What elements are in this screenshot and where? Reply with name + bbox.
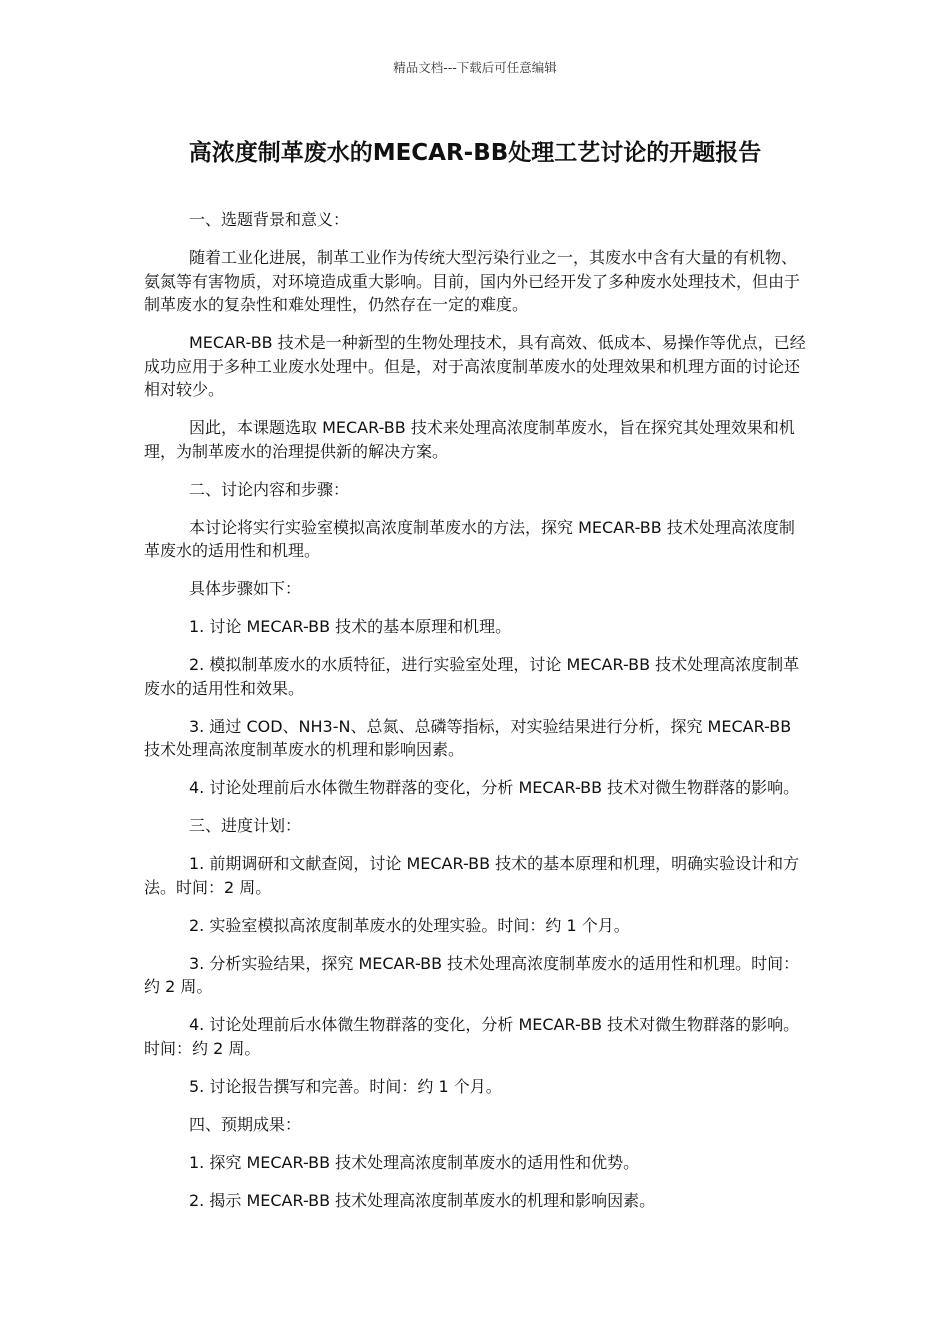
page-header-note: 精品文档---下载后可任意编辑 (393, 60, 557, 75)
body-paragraph: 因此，本课题选取 MECAR-BB 技术来处理高浓度制革废水，旨在探究其处理效果和机理，为制革废水的治理提供新的解决方案。 (144, 418, 795, 461)
body-paragraph: MECAR-BB 技术是一种新型的生物处理技术，具有高效、低成本、易操作等优点，已经成功应用于多种工业废水处理中。但是，对于高浓度制革废水的处理效果和机理方面的讨论还相对较少。 (144, 333, 806, 399)
section-heading-schedule: 三、进度计划： (189, 816, 302, 835)
list-item: 3. 通过 COD、NH3-N、总氮、总磷等指标，对实验结果进行分析，探究 MECAR-BB 技术处理高浓度制革废水的机理和影响因素。 (144, 716, 792, 759)
body-paragraph: 具体步骤如下： (189, 579, 302, 598)
list-item: 2. 实验室模拟高浓度制革废水的处理实验。时间：约 1 个月。 (189, 915, 630, 935)
section-heading-content: 二、讨论内容和步骤： (189, 479, 350, 499)
list-item: 5. 讨论报告撰写和完善。时间：约 1 个月。 (189, 1076, 502, 1096)
list-item: 4. 讨论处理前后水体微生物群落的变化，分析 MECAR-BB 技术对微生物群落的影响。时间：约 2 周。 (144, 1015, 800, 1058)
list-item: 1. 探究 MECAR-BB 技术处理高浓度制革废水的适用性和优势。 (189, 1152, 640, 1172)
list-item: 2. 揭示 MECAR-BB 技术处理高浓度制革废水的机理和影响因素。 (189, 1190, 656, 1210)
body-paragraph: 随着工业化进展，制革工业作为传统大型污染行业之一，其废水中含有大量的有机物、氨氮等有害物质，对环境造成重大影响。目前，国内外已经开发了多种废水处理技术，但由于制革废水的复杂性和难处理性，仍然存在一定的难度。 (144, 248, 801, 314)
list-item: 4. 讨论处理前后水体微生物群落的变化，分析 MECAR-BB 技术对微生物群落的影响。 (189, 778, 800, 797)
list-item: 3. 分析实验结果，探究 MECAR-BB 技术处理高浓度制革废水的适用性和机理。时间：约 2 周。 (144, 953, 800, 996)
list-item: 1. 讨论 MECAR-BB 技术的基本原理和机理。 (189, 617, 512, 636)
section-heading-background: 一、选题背景和意义： (189, 210, 350, 229)
document-body (144, 208, 806, 1227)
body-paragraph: 本讨论将实行实验室模拟高浓度制革废水的方法，探究 MECAR-BB 技术处理高浓度制革废水的适用性和机理。 (144, 517, 795, 560)
list-item: 1. 前期调研和文献查阅，讨论 MECAR-BB 技术的基本原理和机理，明确实验设计和方法。时间：2 周。 (144, 854, 800, 897)
section-heading-outcomes: 四、预期成果： (189, 1114, 302, 1134)
document-title: 高浓度制革废水的MECAR-BB处理工艺讨论的开题报告 (188, 140, 762, 166)
list-item: 2. 模拟制革废水的水质特征，进行实验室处理，讨论 MECAR-BB 技术处理高浓度制革废水的适用性和效果。 (144, 655, 800, 698)
